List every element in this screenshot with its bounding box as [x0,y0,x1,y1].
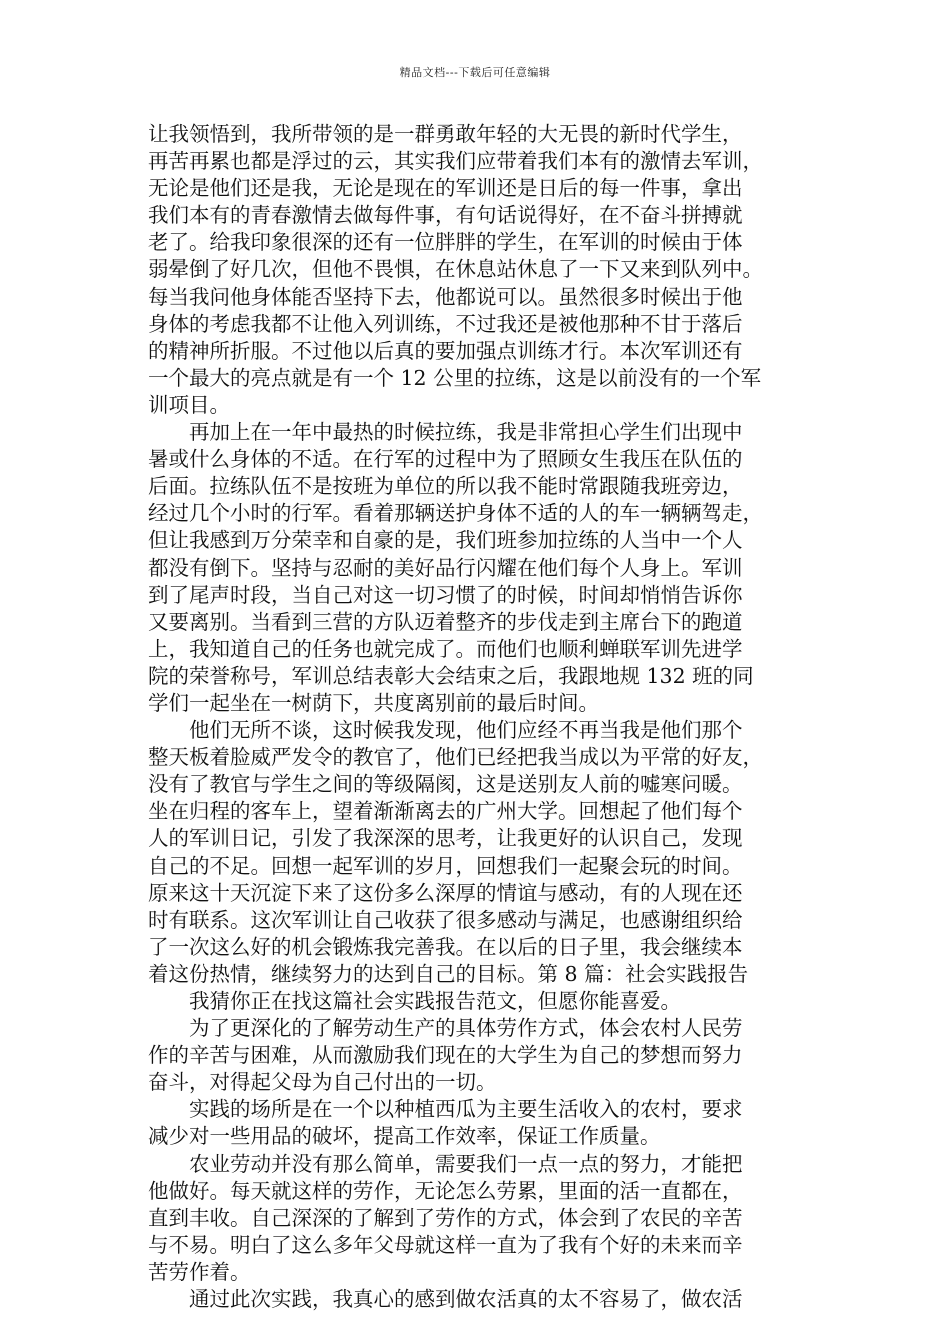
text-line: 时有联系。这次军训让自己收获了很多感动与满足，也感谢组织给 [148,907,743,932]
text-line: 又要离别。当看到三营的方队迈着整齐的步伐走到主席台下的跑道 [148,609,743,634]
text-line: 我猜你正在找这篇社会实践报告范文，但愿你能喜爱。 [189,989,681,1013]
page-header: 精品文档---下载后可任意编辑 [399,66,551,79]
text-line: 作的辛苦与困难，从而激励我们现在的大学生为自己的梦想而努力 [148,1043,743,1068]
text-line: 训项目。 [148,392,230,417]
text-line: 再加上在一年中最热的时候拉练，我是非常担心学生们出现中 [189,420,743,445]
text-line: 自己的不足。回想一起军训的岁月，回想我们一起聚会玩的时间。 [148,853,743,878]
text-line: 人的军训日记，引发了我深深的思考，让我更好的认识自己，发现 [148,826,743,851]
text-line: 通过此次实践，我真心的感到做农活真的太不容易了，做农活 [189,1287,743,1312]
text-line: 无论是他们还是我，无论是现在的军训还是日后的每一件事，拿出 [148,176,743,201]
text-line: 一个最大的亮点就是有一个 12 公里的拉练，这是以前没有的一个军 [148,365,762,390]
text-line: 减少对一些用品的破坏，提高工作效率，保证工作质量。 [148,1124,661,1149]
text-line: 着这份热情，继续努力的达到自己的目标。第 8 篇：社会实践报告 [148,961,749,986]
text-line: 坐在归程的客车上，望着渐渐离去的广州大学。回想起了他们每个 [148,799,743,824]
text-line: 他们无所不谈，这时候我发现，他们应经不再当我是他们那个 [189,718,743,743]
text-line: 我们本有的青春激情去做每件事，有句话说得好，在不奋斗拼搏就 [148,203,743,228]
text-line: 农业劳动并没有那么简单，需要我们一点一点的努力，才能把 [189,1151,743,1176]
text-line: 他做好。每天就这样的劳作，无论怎么劳累，里面的活一直都在， [148,1178,743,1203]
text-line: 苦劳作着。 [148,1259,251,1284]
text-line: 与不易。明白了这么多年父母就这样一直为了我有个好的未来而辛 [148,1232,743,1257]
text-line: 院的荣誉称号，军训总结表彰大会结束之后，我跟地规 132 班的同 [148,663,754,688]
text-line: 老了。给我印象很深的还有一位胖胖的学生，在军训的时候由于体 [148,230,743,255]
text-line: 直到丰收。自己深深的了解到了劳作的方式，体会到了农民的辛苦 [148,1205,743,1230]
text-line: 奋斗，对得起父母为自己付出的一切。 [148,1070,497,1095]
text-line: 没有了教官与学生之间的等级隔阂，这是送别友人前的嘘寒问暖。 [148,772,743,797]
text-line: 了一次这么好的机会锻炼我完善我。在以后的日子里，我会继续本 [148,934,743,959]
text-line: 的精神所折服。不过他以后真的要加强点训练才行。本次军训还有 [148,338,743,363]
document-body [148,121,808,1313]
text-line: 暑或什么身体的不适。在行军的过程中为了照顾女生我压在队伍的 [148,447,743,472]
text-line: 到了尾声时段，当自己对这一切习惯了的时候，时间却悄悄告诉你 [148,582,743,607]
text-line: 身体的考虑我都不让他入列训练，不过我还是被他那种不甘于落后 [148,311,743,336]
text-line: 让我领悟到，我所带领的是一群勇敢年轻的大无畏的新时代学生， [148,122,743,146]
text-line: 后面。拉练队伍不是按班为单位的所以我不能时常跟随我班旁边， [148,474,743,499]
text-line: 每当我问他身体能否坚持下去，他都说可以。虽然很多时候出于他 [148,284,743,309]
text-line: 但让我感到万分荣幸和自豪的是，我们班参加拉练的人当中一个人 [148,528,743,553]
text-line: 原来这十天沉淀下来了这份多么深厚的情谊与感动，有的人现在还 [148,880,743,905]
text-line: 整天板着脸威严发令的教官了，他们已经把我当成以为平常的好友， [148,745,763,770]
text-line: 为了更深化的了解劳动生产的具体劳作方式，体会农村人民劳 [189,1016,743,1041]
text-line: 经过几个小时的行军。看着那辆送护身体不适的人的车一辆辆驾走， [148,501,763,526]
text-line: 实践的场所是在一个以种植西瓜为主要生活收入的农村，要求 [189,1097,743,1122]
text-line: 上，我知道自己的任务也就完成了。而他们也顺利蝉联军训先进学 [148,636,743,661]
text-line: 都没有倒下。坚持与忍耐的美好品行闪耀在他们每个人身上。军训 [148,555,743,580]
text-line: 学们一起坐在一树荫下，共度离别前的最后时间。 [148,690,599,715]
text-line: 弱晕倒了好几次，但他不畏惧，在休息站休息了一下又来到队列中。 [148,257,763,282]
text-line: 再苦再累也都是浮过的云，其实我们应带着我们本有的激情去军训， [148,149,763,174]
